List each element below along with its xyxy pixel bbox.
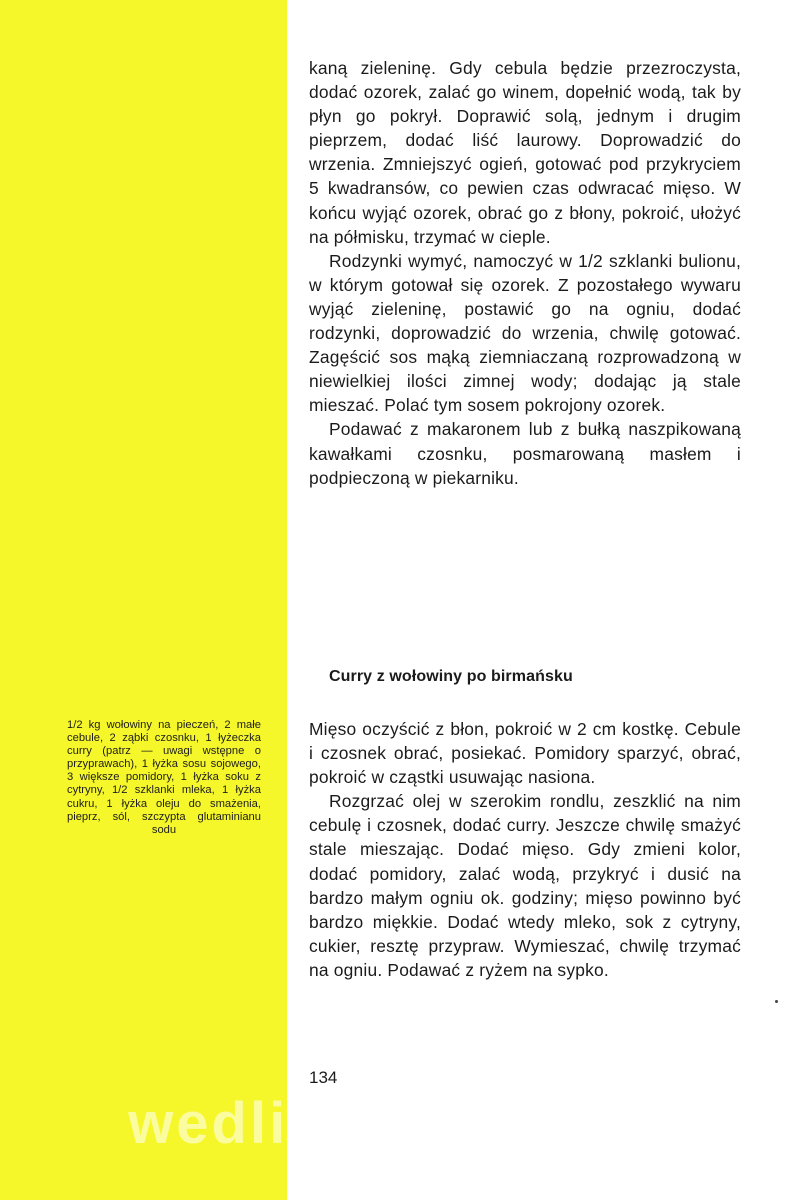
continued-paragraph: kaną zieleninę. Gdy cebula będzie przezroczysta, dodać ozorek, zalać go winem, dopełnić wodą, tak by płyn go pokrył. Doprawić solą, jednym i drugim pieprzem, dodać liść laurowy. Doprowadzić do wrzenia. Zmniejszyć ogień, gotować pod przykryciem 5 kwadransów, co pewien czas odwracać mięso. W końcu wyjąć ozorek, obrać go z błony, pokroić, ułożyć na półmisku, trzymać w cieple. xyxy=(309,58,741,247)
recipe-instructions xyxy=(309,717,741,982)
continued-paragraph: Podawać z makaronem lub z bułką naszpikowaną kawałkami czosnku, posmarowaną masłem i podpieczoną w piekarniku. xyxy=(309,419,741,488)
instruction-paragraph: Mięso oczyścić z błon, pokroić w 2 cm kostkę. Cebule i czosnek obrać, posiekać. Pomidory sparzyć, obrać, pokroić w cząstki usuwając nasiona. xyxy=(309,719,741,788)
page-number: 134 xyxy=(309,1068,338,1087)
continued-paragraph: Rodzynki wymyć, namoczyć w 1/2 szklanki bulionu, w którym gotował się ozorek. Z pozostałego wywaru wyjąć zieleninę, postawić go na ogniu, dodać rodzynki, doprowadzić do wrzenia, chwilę gotować. Zagęścić sos mąką ziemniaczaną rozprowadzoną w niewielkiej ilości zimnej wody; dodając ją stale mieszać. Polać tym sosem pokrojony ozorek. xyxy=(309,250,741,416)
ingredients-list: 1/2 kg wołowiny na pieczeń, 2 małe cebule, 2 ząbki czosnku, 1 łyżeczka curry (patrz — uwagi wstępne o przyprawach), 1 łyżka sosu sojowego, 3 większe pomidory, 1 łyżka soku z cytryny, 1/2 szklanki mleka, 1 łyżka cukru, 1 łyżka oleju do smażenia, pieprz, sól, szczypta glutaminianu sodu xyxy=(67,719,261,836)
watermark: wedlinydomowe.pl xyxy=(128,1091,692,1156)
instruction-paragraph: Rozgrzać olej w szerokim rondlu, zeszklić na nim cebulę i czosnek, dodać curry. Jeszcze chwilę smażyć stale mieszając. Dodać mięso. Gdy zmieni kolor, dodać pomidory, zalać wodą, przykryć i dusić na bardzo małym ogniu ok. godziny; mięso powinno być bardzo miękkie. Dodać wtedy mleko, sok z cytryny, cukier, resztę przypraw. Wymieszać, chwilę trzymać na ogniu. Podawać z ryżem na sypko. xyxy=(309,791,741,980)
yellow-sidebar-band xyxy=(0,0,287,1200)
continued-recipe-text xyxy=(309,56,741,490)
recipe-title: Curry z wołowiny po birmańsku xyxy=(329,668,573,685)
print-speck xyxy=(775,1000,778,1003)
